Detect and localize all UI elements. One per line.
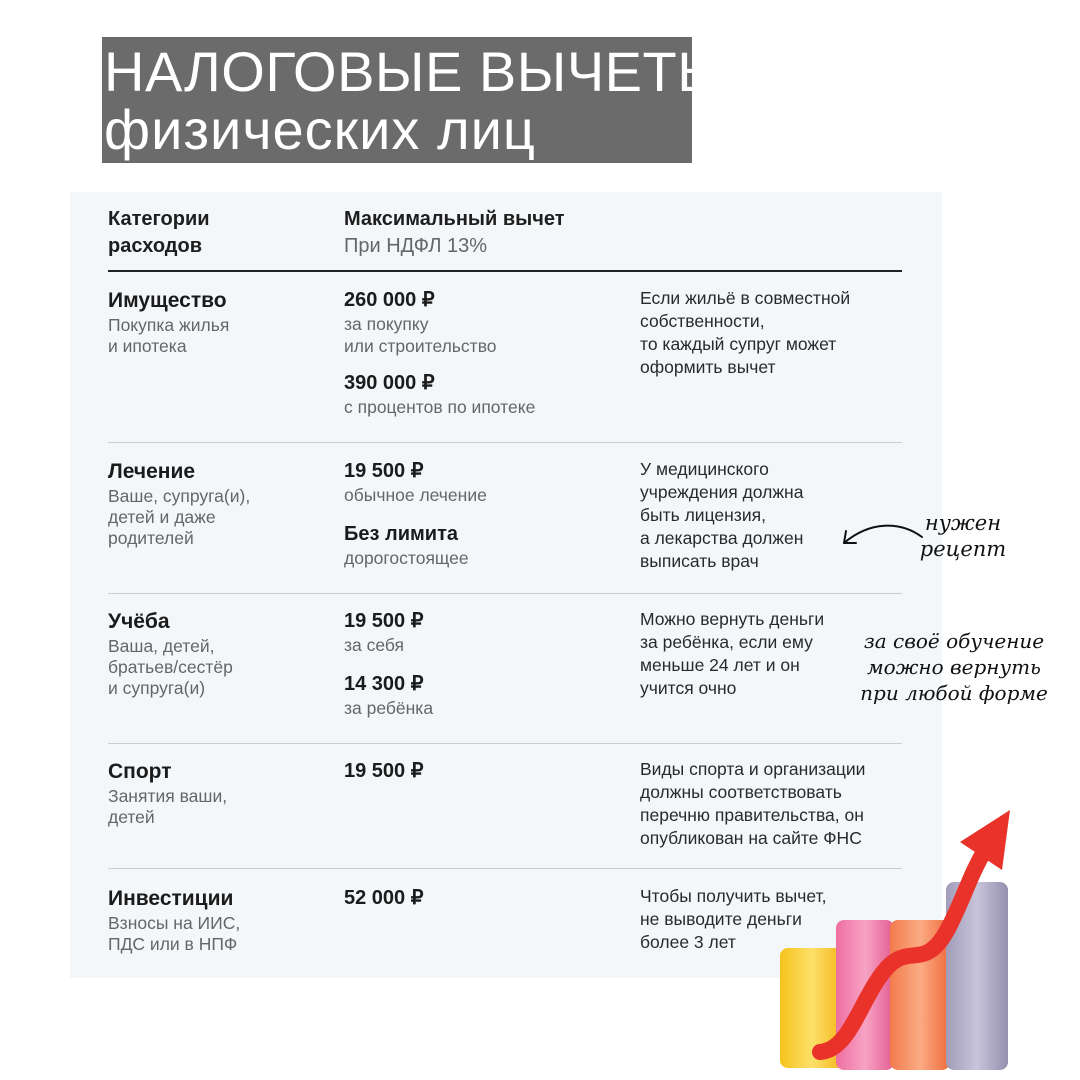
- page-title-banner: [102, 37, 728, 163]
- row-sport-note-4: опубликован на сайте ФНС: [640, 828, 862, 848]
- row-education-subtitle-3: и супруга(и): [108, 678, 206, 698]
- row-investment-subtitle-2: ПДС или в НПФ: [108, 934, 238, 954]
- row-education-subtitle-1: Ваша, детей,: [108, 636, 215, 656]
- row-medical-note-2: учреждения должна: [640, 482, 804, 502]
- curved-arrow-icon: [830, 515, 930, 555]
- row-sport-amount-1: 19 500 ₽: [344, 760, 424, 782]
- row-medical-amount-1: 19 500 ₽: [344, 460, 424, 482]
- row-property-note-2: собственности,: [640, 311, 765, 331]
- row-medical-note-3: быть лицензия,: [640, 505, 766, 525]
- row-education-amount-1: 19 500 ₽: [344, 610, 424, 632]
- row-investment-subtitle-1: Взносы на ИИС,: [108, 913, 241, 933]
- row-education-note-4: учится очно: [640, 678, 737, 698]
- annotation-recipe-2: рецепт: [919, 537, 1007, 561]
- row-medical-subtitle-2: детей и даже: [108, 507, 216, 527]
- growth-arrow-icon: [780, 800, 1030, 1070]
- row-medical-subtitle-3: родителей: [108, 528, 194, 548]
- annotation-study-3: при любой форме: [860, 681, 1048, 705]
- row-sport-subtitle-2: детей: [108, 807, 155, 827]
- row-property-amount-2: 390 000 ₽: [344, 372, 435, 394]
- row-medical-note-1: У медицинского: [640, 459, 769, 479]
- row-sport-title: Спорт: [108, 760, 172, 783]
- row-investment-note-1: Чтобы получить вычет,: [640, 886, 827, 906]
- row-sport-note-3: перечню правительства, он: [640, 805, 864, 825]
- annotation-study-2: можно вернуть: [867, 655, 1041, 679]
- row-medical-amounts: [344, 458, 604, 569]
- row-property-subtitle-1: Покупка жилья: [108, 315, 230, 335]
- row-property-note-4: оформить вычет: [640, 357, 776, 377]
- row-education-note-2: за ребёнка, если ему: [640, 632, 813, 652]
- row-medical-subtitle-1: Ваше, супруга(и),: [108, 486, 251, 506]
- annotation-study-1: за своё обучение: [863, 629, 1045, 653]
- page-subtitle: физических лиц: [104, 98, 537, 161]
- row-property-title: Имущество: [108, 289, 227, 312]
- row-property-subtitle-2: и ипотека: [108, 336, 187, 356]
- row-medical-category: [108, 458, 308, 549]
- row-property-note: [640, 287, 910, 379]
- row-divider: [108, 593, 902, 594]
- row-property-category: [108, 287, 308, 357]
- row-education-amount-2: 14 300 ₽: [344, 673, 424, 695]
- row-education-amounts: [344, 608, 604, 719]
- header-divider: [108, 270, 902, 272]
- row-investment-note-2: не выводите деньги: [640, 909, 802, 929]
- row-property-amount-2-desc: с процентов по ипотеке: [344, 397, 536, 417]
- header-categories-line1: Категории: [108, 208, 210, 230]
- header-max-deduction: Максимальный вычет: [344, 208, 565, 230]
- growth-illustration: [780, 800, 1030, 1070]
- header-tax-rate: При НДФЛ 13%: [344, 235, 488, 257]
- annotation-recipe-1: нужен: [924, 511, 1002, 535]
- row-education-note-1: Можно вернуть деньги: [640, 609, 825, 629]
- row-education-amount-1-desc: за себя: [344, 635, 405, 655]
- row-sport-note-2: должны соответствовать: [640, 782, 842, 802]
- row-sport-amounts: [344, 758, 604, 784]
- row-medical-amount-1-desc: обычное лечение: [344, 485, 487, 505]
- row-investment-title: Инвестиции: [108, 887, 234, 910]
- row-education-subtitle-2: братьев/сестёр: [108, 657, 233, 677]
- row-medical-amount-2: Без лимита: [344, 523, 459, 545]
- row-medical-note-5: выписать врач: [640, 551, 759, 571]
- row-property-amounts: [344, 287, 604, 418]
- row-medical-title: Лечение: [108, 460, 196, 483]
- row-divider: [108, 442, 902, 443]
- row-sport-category: [108, 758, 308, 828]
- row-investment-amounts: [344, 885, 604, 911]
- page-title: НАЛОГОВЫЕ ВЫЧЕТЫ: [104, 40, 728, 103]
- row-property-amount-1-desc-1: за покупку: [344, 314, 429, 334]
- row-property-amount-1-desc-2: или строительство: [344, 336, 497, 356]
- row-education-note-3: меньше 24 лет и он: [640, 655, 800, 675]
- row-property-amount-1: 260 000 ₽: [344, 289, 435, 311]
- row-medical-note-4: а лекарства должен: [640, 528, 804, 548]
- annotation-study: [854, 628, 1054, 706]
- row-investment-amount-1: 52 000 ₽: [344, 887, 424, 909]
- row-medical-amount-2-desc: дорогостоящее: [344, 548, 469, 568]
- row-investment-note-3: более 3 лет: [640, 932, 736, 952]
- row-sport-subtitle-1: Занятия ваши,: [108, 786, 228, 806]
- row-investment-category: [108, 885, 308, 955]
- row-property-note-1: Если жильё в совместной: [640, 288, 851, 308]
- row-education-category: [108, 608, 308, 699]
- row-property-note-3: то каждый супруг может: [640, 334, 837, 354]
- annotation-recipe: [918, 510, 1008, 562]
- header-categories-line2: расходов: [108, 235, 202, 257]
- row-education-amount-2-desc: за ребёнка: [344, 698, 434, 718]
- row-education-title: Учёба: [108, 610, 170, 633]
- row-divider: [108, 743, 902, 744]
- row-sport-note-1: Виды спорта и организации: [640, 759, 866, 779]
